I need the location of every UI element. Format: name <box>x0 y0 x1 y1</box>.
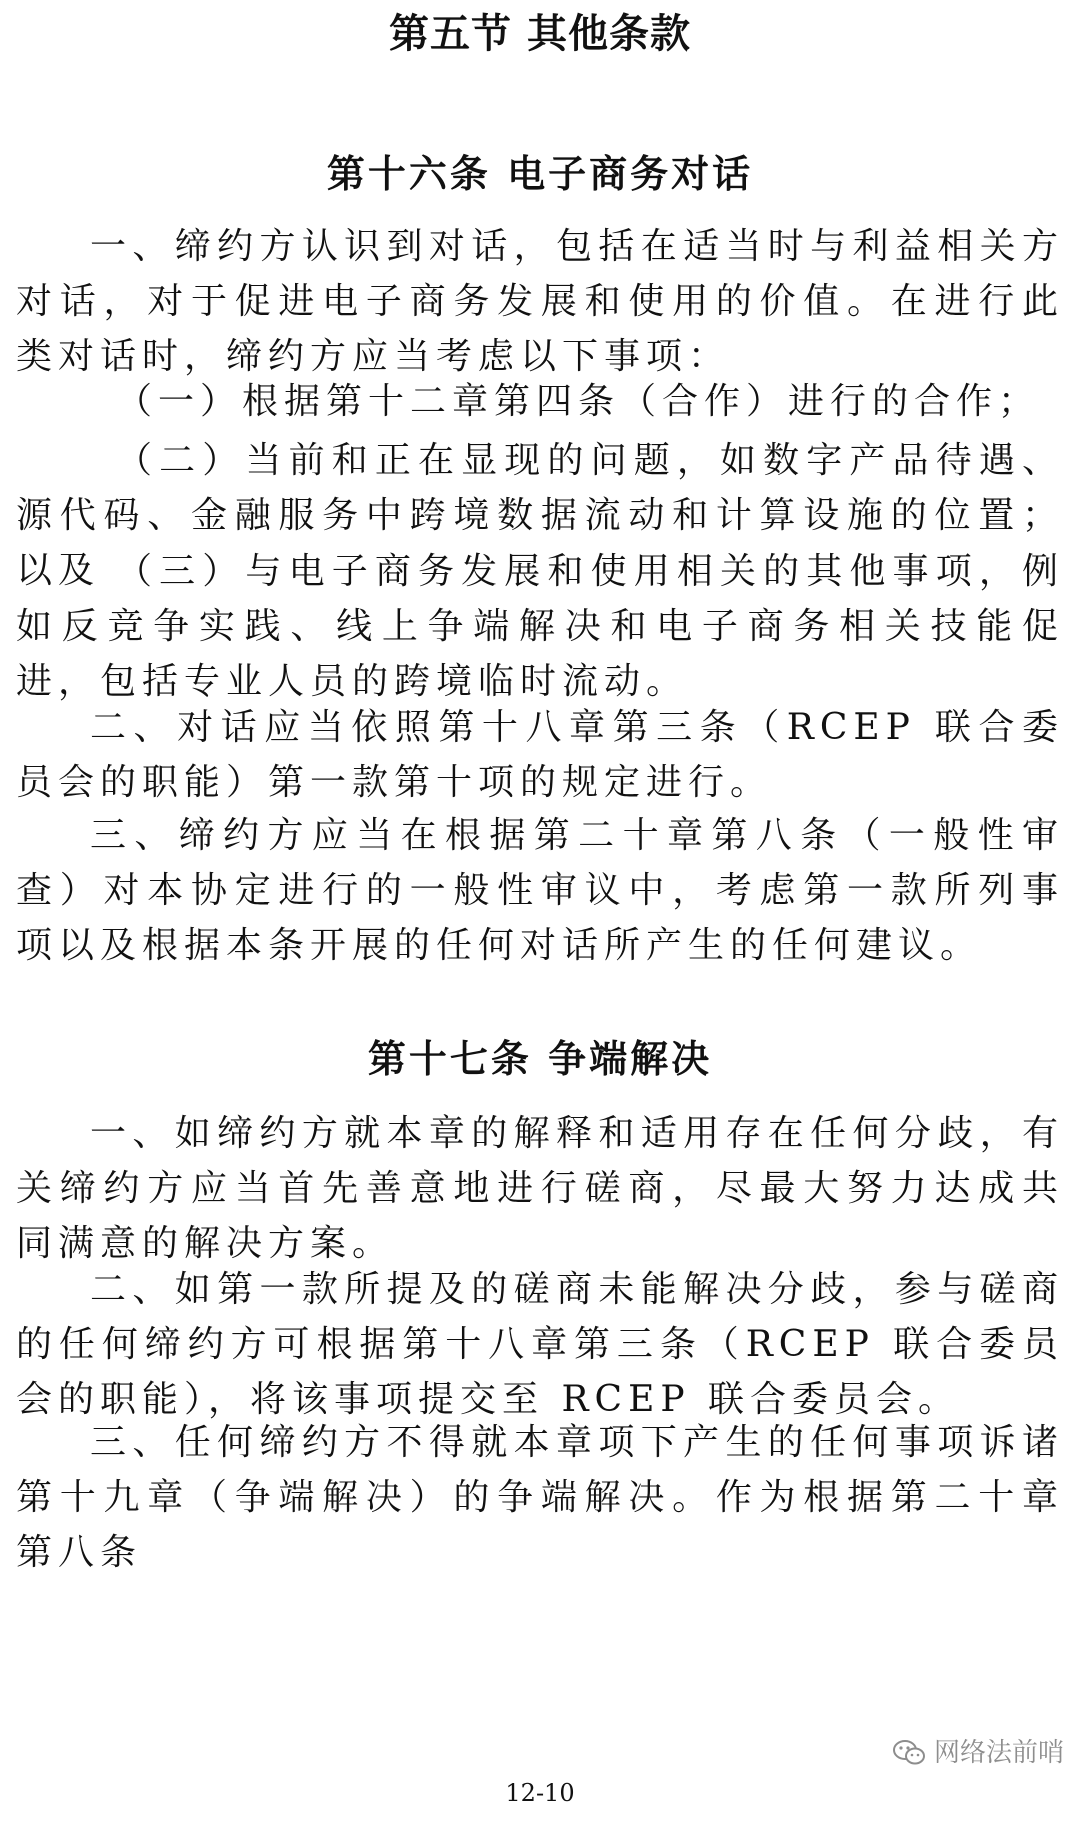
article-17-title: 第十七条 争端解决 <box>367 1037 713 1081</box>
article-16-item-3: （三）与电子商务发展和使用相关的其他事项，例如反竞争实践、线上争端解决和电子商务相关技能促进，包括专业人员的跨境临时流动。 <box>16 551 1064 702</box>
source-watermark <box>892 1736 1064 1770</box>
article-16-item-2: （二）当前和正在显现的问题，如数字产品待遇、源代码、金融服务中跨境数据流动和计算设施的位置；以及 <box>16 440 1064 591</box>
page-number: 12-10 <box>505 1779 575 1807</box>
section-title: 第五节 其他条款 <box>389 11 691 57</box>
article-16-paragraph-1: 一、缔约方认识到对话，包括在适当时与利益相关方对话，对于促进电子商务发展和使用的价值。在进行此类对话时，缔约方应当考虑以下事项： <box>16 226 1064 377</box>
watermark-text: 网络法前哨 <box>933 1738 1064 1768</box>
article-16-paragraph-2: 二、对话应当依照第十八章第三条（RCEP 联合委员会的职能）第一款第十项的规定进行。 <box>16 707 1064 803</box>
article-16-title: 第十六条 电子商务对话 <box>326 152 754 196</box>
article-16-paragraph-3: 三、缔约方应当在根据第二十章第八条（一般性审查）对本协定进行的一般性审议中，考虑第一款所列事项以及根据本条开展的任何对话所产生的任何建议。 <box>16 815 1064 966</box>
article-17-paragraph-1: 一、如缔约方就本章的解释和适用存在任何分歧，有关缔约方应当首先善意地进行磋商，尽最大努力达成共同满意的解决方案。 <box>16 1113 1064 1264</box>
article-17-paragraph-3: 三、任何缔约方不得就本章项下产生的任何事项诉诸第十九章（争端解决）的争端解决。作为根据第二十章第八条 <box>16 1422 1064 1573</box>
article-17-paragraph-2: 二、如第一款所提及的磋商未能解决分歧，参与磋商的任何缔约方可根据第十八章第三条（RCEP 联合委员会的职能），将该事项提交至 RCEP 联合委员会。 <box>16 1269 1064 1420</box>
article-16-item-1: （一）根据第十二章第四条（合作）进行的合作； <box>116 381 1041 422</box>
wechat-icon <box>892 1738 926 1768</box>
